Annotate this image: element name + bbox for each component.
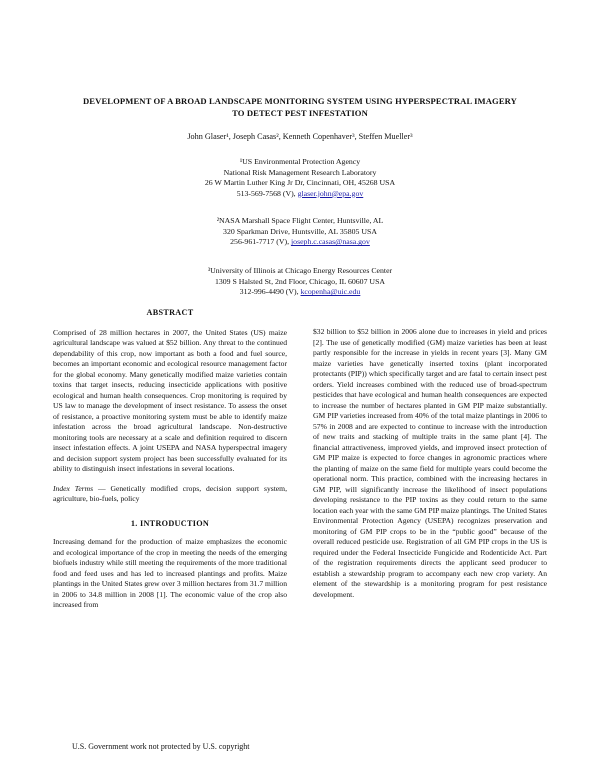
affiliation-line: National Risk Management Research Laboratory: [223, 167, 377, 177]
affiliation-uic: [80, 266, 520, 298]
affiliation-contact: [80, 237, 520, 248]
affiliation-line: 1309 S Halsted St, 2nd Floor, Chicago, IL 60607 USA: [214, 276, 386, 286]
title-line-1: DEVELOPMENT OF A BROAD LANDSCAPE MONITORING SYSTEM USING HYPERSPECTRAL IMAGERY: [83, 96, 517, 106]
affiliation-line: 26 W Martin Luther King Jr Dr, Cincinnati, OH, 45268 USA: [204, 178, 396, 188]
paper-title: [40, 96, 560, 119]
left-column: [53, 308, 287, 611]
author-list: John Glaser¹, Joseph Casas², Kenneth Copenhaver³, Steffen Mueller³: [187, 132, 413, 141]
abstract-heading: ABSTRACT: [146, 308, 194, 317]
affiliation-contact: [80, 287, 520, 298]
affiliation-nasa: [80, 216, 520, 248]
introduction-heading: 1. INTRODUCTION: [130, 518, 210, 528]
phone-number: 312-996-4490 (V),: [239, 287, 301, 297]
email-link[interactable]: joseph.c.casas@nasa.gov: [291, 237, 370, 247]
phone-number: 513-569-7568 (V),: [236, 188, 298, 198]
email-link[interactable]: kcopenha@uic.edu: [300, 287, 361, 297]
phone-number: 256-961-7717 (V),: [230, 237, 291, 247]
affiliation-line: ³University of Illinois at Chicago Energy Resources Center: [207, 266, 393, 275]
index-terms: [53, 484, 287, 505]
title-line-2: TO DETECT PEST INFESTATION: [232, 107, 368, 118]
right-column: [313, 327, 547, 600]
introduction-text-right: $32 billion to $52 billion in 2006 alone due to increases in yield and prices [2]. The use of genetically modified (GM) maize varieties has been at least partly responsible for the increase in yields in recent years [3]. Many GM maize varieties have genetically inserted toxins (plant incorporated protectants (PIP)) which specifically target and are fatal to certain insect pest orders. Yield increases combined with the reduced use of broad-spectrum pesticides that have ecological and human health consequences are expected to increase the number of hectares planted in GM PIP maize substantially. GM PIP varieties increased from 40% of the total maize plantings in 2006 to 57% in 2008 and are expected to continue to increase with the introduction of new traits and stacking of multiple traits in the same plant [4]. The financial attractiveness, improved yields, and improved insect protection of GM PIP maize is expected to force changes in agronomic practices where the planting of maize on the same field for multiple years could become the operational norm. This practice, combined with the increasing hectares in GM PIP, will significantly increase the likelihood of insect populations developing resistance to the PIP toxins as they could return to the same location each year with the same GM PIP maize plantings. The United States Environmental Protection Agency (USEPA) recognizes preservation and monitoring of GM PIP crops to be in the “public good” because of the overall reduced pesticide use. Registration of all GM PIP crops in the US is required under the Federal Insecticide Fungicide and Rodenticide Act. Part of the registration requirements directs the applicant seed producer to establish a stewardship program to accompany each new crop variety. An element of the stewardship is a monitoring program for pest resistance development.: [313, 327, 547, 599]
introduction-text-left: Increasing demand for the production of maize emphasizes the economic and ecological importance of the crop in meeting the needs of the emerging biofuels industry while still meeting the requirements of the more traditional food and feed uses and has led to increased plantings and profits. Maize plantings in the United States grew over 3 million hectares from 31.7 million in 2006 to 34.8 million in 2008 [1]. The economic value of the crop also increased from: [53, 537, 287, 609]
affiliation-line: 320 Sparkman Drive, Huntsville, AL 35805 USA: [223, 226, 377, 236]
email-link[interactable]: glaser.john@epa.gov: [297, 188, 364, 198]
index-terms-text: — Genetically modified crops, decision support system, agriculture, bio-fuels, policy: [53, 483, 287, 503]
affiliation-line: ²NASA Marshall Space Flight Center, Huntsville, AL: [216, 216, 384, 225]
copyright-footer: U.S. Government work not protected by U.S. copyright: [72, 742, 250, 751]
affiliation-epa: [80, 157, 520, 199]
abstract-text: Comprised of 28 million hectares in 2007, the United States (US) maize agricultural landscape was valued at $52 billion. Any threat to the continued dependability of this crop, now important as both a food and fuel source, becomes an important economic and ecological resource management factor for the global economy. Many genetically modified maize varieties contain toxins that target insects, reducing insecticide applications with positive ecological and human health consequences. Crop monitoring is required by US law to manage the development of insect resistance. To assess the onset of resistance, a proactive monitoring system must be able to identify maize infestation across the broad agricultural landscape. Non-destructive monitoring tools are necessary at a scale and definition required to discern insect infestation effects. A joint USEPA and NASA hyperspectral imagery and decision support system project has been successfully evaluated for its ability to distinguish insect infestations in several locations.: [53, 327, 287, 473]
affiliation-contact: [80, 189, 520, 200]
affiliation-line: ¹US Environmental Protection Agency: [239, 157, 361, 166]
index-terms-label: Index Terms: [53, 483, 94, 493]
